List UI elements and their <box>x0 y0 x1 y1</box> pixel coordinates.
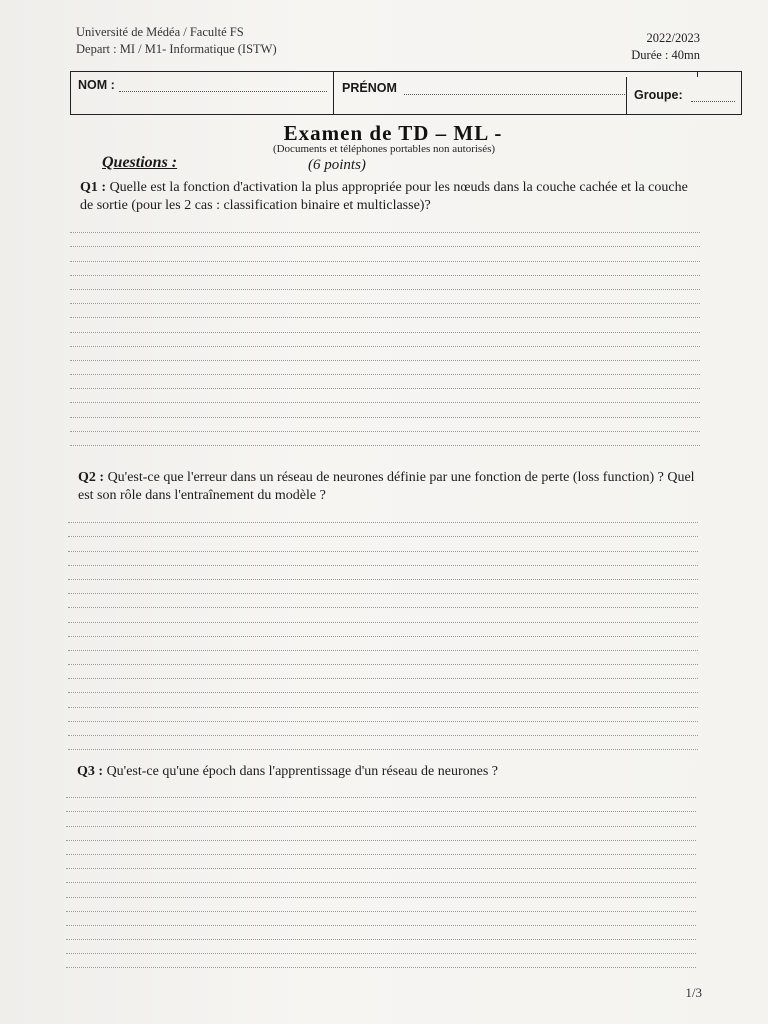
answer-line <box>70 233 700 247</box>
nom-cell <box>71 72 333 114</box>
answer-line <box>66 940 696 954</box>
answer-line <box>70 389 700 403</box>
exam-duration: Durée : 40mn <box>631 48 700 62</box>
answer-line <box>70 304 700 318</box>
groupe-field[interactable] <box>691 101 735 102</box>
question-1 <box>80 179 702 215</box>
answer-line <box>70 333 700 347</box>
answer-area-q1[interactable] <box>70 219 700 446</box>
question-3 <box>77 763 699 781</box>
answer-line <box>70 290 700 304</box>
answer-line <box>70 375 700 389</box>
answer-line <box>66 926 696 940</box>
answer-line <box>70 432 700 446</box>
answer-area-q3[interactable] <box>66 784 696 968</box>
answer-line <box>66 798 696 812</box>
answer-line <box>70 318 700 332</box>
answer-line <box>68 509 698 523</box>
answer-line <box>68 523 698 537</box>
answer-line <box>68 637 698 651</box>
university-line: Université de Médéa / Faculté FS <box>76 25 244 39</box>
header-session <box>631 30 700 64</box>
answer-line <box>66 827 696 841</box>
question-number: Q3 : <box>77 764 104 779</box>
nom-field[interactable] <box>119 91 327 92</box>
answer-line <box>66 912 696 926</box>
header-institution <box>76 24 277 58</box>
question-2 <box>78 469 702 505</box>
groupe-label: Groupe: <box>634 88 683 102</box>
answer-line <box>68 594 698 608</box>
department-line: Depart : MI / M1- Informatique (ISTW) <box>76 42 277 56</box>
question-text: Qu'est-ce qu'une époch dans l'apprentissage d'un réseau de neurones ? <box>106 764 499 779</box>
answer-line <box>70 247 700 261</box>
answer-line <box>70 361 700 375</box>
answer-line <box>66 869 696 883</box>
answer-line <box>66 784 696 798</box>
questions-heading: Questions : <box>102 154 178 171</box>
exam-note: (Documents et téléphones portables non autorisés) <box>272 143 496 155</box>
prenom-label: PRÉNOM <box>342 81 397 95</box>
nom-label: NOM : <box>78 78 115 92</box>
answer-line <box>70 347 700 361</box>
answer-line <box>68 623 698 637</box>
answer-line <box>68 608 698 622</box>
answer-line <box>70 219 700 233</box>
answer-line <box>68 566 698 580</box>
answer-line <box>68 736 698 750</box>
answer-line <box>66 898 696 912</box>
answer-line <box>68 708 698 722</box>
answer-line <box>68 722 698 736</box>
answer-line <box>68 552 698 566</box>
answer-line <box>70 276 700 290</box>
answer-line <box>68 537 698 551</box>
answer-line <box>66 841 696 855</box>
answer-line <box>66 954 696 968</box>
exam-title: Examen de TD – ML - <box>283 121 503 145</box>
answer-line <box>68 693 698 707</box>
points-value: (6 points) <box>308 157 366 173</box>
answer-line <box>68 580 698 594</box>
page-number: 1/3 <box>685 985 702 1000</box>
answer-line <box>66 883 696 897</box>
academic-year: 2022/2023 <box>646 31 700 45</box>
answer-line <box>68 651 698 665</box>
groupe-box <box>626 77 742 115</box>
question-text: Qu'est-ce que l'erreur dans un réseau de neurones définie par une fonction de perte (loss function) ? Quel est son rôle dans l'entraînement du modèle ? <box>78 470 695 503</box>
answer-line <box>70 418 700 432</box>
answer-line <box>68 665 698 679</box>
question-number: Q1 : <box>80 180 107 195</box>
answer-line <box>66 812 696 826</box>
answer-line <box>66 855 696 869</box>
answer-line <box>68 679 698 693</box>
answer-line <box>70 403 700 417</box>
answer-line <box>70 262 700 276</box>
question-text: Quelle est la fonction d'activation la plus appropriée pour les nœuds dans la couche cachée et la couche de sortie (pour les 2 cas : classification binaire et multiclasse)? <box>80 180 688 213</box>
answer-area-q2[interactable] <box>68 509 698 750</box>
question-number: Q2 : <box>78 470 105 485</box>
